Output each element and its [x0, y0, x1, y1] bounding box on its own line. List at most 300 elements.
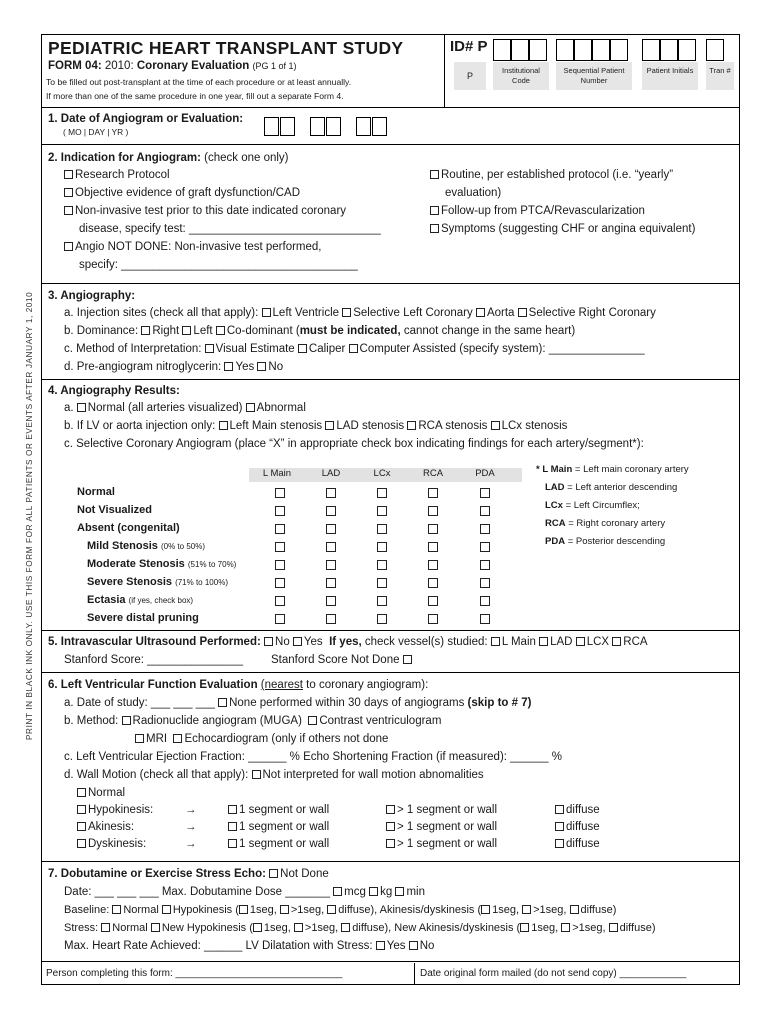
- grid-checkbox[interactable]: [326, 524, 336, 534]
- s6-nearest: (nearest: [260, 679, 303, 691]
- opt-label: None performed within 30 days of angiograms: [229, 697, 465, 709]
- legend-abbr: PDA: [545, 536, 566, 547]
- s4-b-label: b. If LV or aorta injection only:: [64, 420, 216, 432]
- opt-label: Echocardiogram (only if others not done: [184, 733, 389, 745]
- checkbox[interactable]: [252, 770, 261, 779]
- opt-label: diffuse: [566, 821, 600, 833]
- s6-c[interactable]: c. Left Ventricular Ejection Fraction: ______ % Echo Shortening Fraction (if measured): ______ %: [64, 751, 562, 763]
- opt-label: No: [275, 636, 290, 648]
- section-7: [42, 862, 739, 962]
- opt-label: diffuse), New Akinesis/dyskinesis (: [352, 922, 521, 934]
- grid-checkbox[interactable]: [275, 506, 285, 516]
- s3-d: [64, 361, 283, 373]
- checkbox[interactable]: [122, 716, 131, 725]
- id-sub-tran: Tran #: [706, 62, 734, 90]
- opt-label: Left Main stenosis: [229, 420, 323, 432]
- row-label-note: (71% to 100%): [175, 578, 228, 587]
- s6-diffuse[interactable]: [555, 804, 600, 816]
- legend-abbr: RCA: [545, 518, 566, 529]
- form-sheet: [41, 34, 740, 985]
- grid-checkbox[interactable]: [428, 614, 438, 624]
- checkbox[interactable]: [294, 923, 303, 932]
- checkbox[interactable]: [64, 170, 73, 179]
- checkbox[interactable]: [101, 923, 110, 932]
- id-box-init-2[interactable]: [660, 39, 678, 61]
- s6-wm-row[interactable]: [77, 838, 146, 850]
- legend-desc: = Posterior descending: [565, 536, 666, 547]
- opt-label: kg: [380, 886, 393, 898]
- grid-checkbox[interactable]: [428, 524, 438, 534]
- checkbox[interactable]: [555, 805, 564, 814]
- s2-opt-ptca[interactable]: [430, 205, 645, 217]
- row-label-text: Moderate Stenosis: [87, 558, 185, 570]
- checkbox[interactable]: [520, 923, 529, 932]
- s7-heading: [48, 868, 329, 880]
- checkbox[interactable]: [325, 421, 334, 430]
- opt-label: diffuse): [580, 904, 617, 916]
- opt-label: LCx stenosis: [501, 420, 568, 432]
- form-note-1: To be filled out post-transplant at the time of each procedure or at least annually.: [46, 77, 352, 87]
- id-sub-initials: Patient Initials: [642, 62, 698, 90]
- s3-d-label: d. Pre-angiogram nitroglycerin:: [64, 361, 222, 373]
- checkbox[interactable]: [64, 188, 73, 197]
- opt-label: 1seg,: [249, 904, 277, 916]
- col-lmain: L Main: [262, 468, 292, 479]
- grid-checkbox[interactable]: [480, 596, 490, 606]
- opt-label: 1 segment or wall: [239, 821, 330, 833]
- checkbox[interactable]: [555, 839, 564, 848]
- checkbox[interactable]: [522, 905, 531, 914]
- grid-checkbox[interactable]: [428, 560, 438, 570]
- checkbox[interactable]: [246, 403, 255, 412]
- s7-stress: [64, 922, 655, 934]
- s2-opt-noninvasive[interactable]: [64, 205, 346, 217]
- checkbox[interactable]: [218, 698, 227, 707]
- grid-checkbox[interactable]: [428, 542, 438, 552]
- s2-opt-label: Angio NOT DONE: Non-invasive test performed,: [75, 241, 322, 253]
- legend-desc: = Right coronary artery: [565, 518, 666, 529]
- checkbox[interactable]: [518, 308, 527, 317]
- grid-row-label: [87, 576, 228, 588]
- form-header: [42, 35, 739, 108]
- grid-checkbox[interactable]: [275, 596, 285, 606]
- checkbox[interactable]: [349, 344, 358, 353]
- grid-checkbox[interactable]: [326, 506, 336, 516]
- row-label-note: (0% to 50%): [160, 542, 205, 551]
- checkbox[interactable]: [293, 637, 302, 646]
- legend-desc: = Left Circumflex;: [562, 500, 640, 511]
- s5-ifyes-post: check vessel(s) studied:: [361, 636, 488, 648]
- checkbox[interactable]: [280, 905, 289, 914]
- s1-month-2[interactable]: [280, 117, 295, 136]
- grid-checkbox[interactable]: [480, 614, 490, 624]
- s2-opt-symptoms[interactable]: [430, 223, 695, 235]
- checkbox[interactable]: [430, 224, 439, 233]
- grid-row-label: [87, 612, 199, 624]
- legend-desc: = Left main coronary artery: [572, 464, 689, 475]
- opt-label: Abnormal: [256, 402, 306, 414]
- grid-checkbox[interactable]: [377, 614, 387, 624]
- row-label-text: Severe distal pruning: [87, 612, 199, 624]
- grid-checkbox[interactable]: [326, 578, 336, 588]
- checkbox[interactable]: [407, 421, 416, 430]
- opt-label: diffuse): [619, 922, 656, 934]
- opt-label: RCA: [623, 636, 648, 648]
- id-box-init-1[interactable]: [642, 39, 660, 61]
- checkbox[interactable]: [228, 822, 237, 831]
- grid-row-label: [77, 522, 180, 534]
- s1-year-1[interactable]: [356, 117, 371, 136]
- opt-label: diffuse), Akinesis/dyskinesis (: [338, 904, 482, 916]
- s5-label: 5. Intravascular Ultrasound Performed:: [48, 636, 261, 648]
- s7-baseline: [64, 904, 616, 916]
- s1-date-format: ( MO | DAY | YR ): [63, 127, 129, 137]
- opt-label: Not Done: [280, 868, 329, 880]
- s6-heading: [48, 679, 428, 691]
- grid-checkbox[interactable]: [275, 578, 285, 588]
- opt-label: >1seg,: [304, 922, 339, 934]
- s4-a: [64, 402, 306, 414]
- section-3: [42, 284, 739, 380]
- checkbox[interactable]: [539, 637, 548, 646]
- grid-checkbox[interactable]: [480, 506, 490, 516]
- s1-month-1[interactable]: [264, 117, 279, 136]
- grid-checkbox[interactable]: [275, 560, 285, 570]
- checkbox[interactable]: [376, 941, 385, 950]
- grid-row-label: [77, 486, 115, 498]
- grid-checkbox[interactable]: [275, 542, 285, 552]
- checkbox[interactable]: [135, 734, 144, 743]
- grid-checkbox[interactable]: [326, 560, 336, 570]
- s6-diffuse[interactable]: [555, 821, 600, 833]
- checkbox[interactable]: [264, 637, 273, 646]
- s6-seg1[interactable]: [228, 821, 329, 833]
- grid-checkbox[interactable]: [428, 578, 438, 588]
- checkbox[interactable]: [77, 788, 86, 797]
- grid-checkbox[interactable]: [428, 596, 438, 606]
- checkbox[interactable]: [327, 905, 336, 914]
- col-lcx: LCx: [373, 468, 391, 479]
- opt-label: Hypokinesis (: [172, 904, 239, 916]
- id-sub-p: P: [454, 62, 486, 90]
- row-label-note: (if yes, check box): [128, 596, 194, 605]
- grid-checkbox[interactable]: [275, 524, 285, 534]
- row-label-text: Severe Stenosis: [87, 576, 172, 588]
- checkbox[interactable]: [224, 362, 233, 371]
- grid-checkbox[interactable]: [480, 578, 490, 588]
- checkbox[interactable]: [612, 637, 621, 646]
- form-number: FORM 04:: [48, 60, 102, 72]
- checkbox[interactable]: [77, 403, 86, 412]
- opt-label: Stanford Score Not Done: [271, 654, 400, 666]
- grid-checkbox[interactable]: [480, 542, 490, 552]
- s2-opt-routine[interactable]: [430, 169, 673, 181]
- grid-checkbox[interactable]: [377, 542, 387, 552]
- s7-hr: [64, 940, 434, 952]
- opt-label: No: [268, 361, 284, 373]
- checkbox[interactable]: [228, 839, 237, 848]
- opt-label: > 1 segment or wall: [397, 838, 498, 850]
- checkbox[interactable]: [262, 308, 271, 317]
- legend-item: [545, 482, 677, 493]
- opt-label: Normal (all arteries visualized): [87, 402, 243, 414]
- section-5: [42, 631, 739, 673]
- opt-label: 1seg,: [492, 904, 520, 916]
- opt-label: Right: [152, 325, 180, 337]
- opt-label: Computer Assisted (specify system): _______________: [359, 343, 645, 355]
- col-rca: RCA: [422, 468, 444, 479]
- checkbox[interactable]: [182, 326, 191, 335]
- s2-label: 2. Indication for Angiogram:: [48, 152, 201, 164]
- grid-checkbox[interactable]: [377, 596, 387, 606]
- checkbox[interactable]: [228, 805, 237, 814]
- s2-opt-notdone[interactable]: [64, 241, 322, 253]
- s7-hr-label: Max. Heart Rate Achieved: ______ LV Dilatation with Stress:: [64, 940, 373, 952]
- checkbox[interactable]: [342, 308, 351, 317]
- s1-day-2[interactable]: [326, 117, 341, 136]
- id-box-inst-2[interactable]: [511, 39, 529, 61]
- checkbox[interactable]: [476, 308, 485, 317]
- opt-label: LAD stenosis: [336, 420, 405, 432]
- opt-label: Yes: [235, 361, 255, 373]
- legend-item: [545, 518, 665, 529]
- checkbox[interactable]: [386, 839, 395, 848]
- s1-year-2[interactable]: [372, 117, 387, 136]
- checkbox[interactable]: [333, 887, 342, 896]
- checkbox[interactable]: [151, 923, 160, 932]
- s2-opt-graft[interactable]: [64, 187, 300, 199]
- s5-stanford[interactable]: Stanford Score: _______________: [64, 654, 244, 666]
- checkbox[interactable]: [77, 805, 86, 814]
- legend-item: [545, 500, 640, 511]
- checkbox[interactable]: [257, 362, 266, 371]
- s5-notdone[interactable]: [271, 654, 414, 666]
- checkbox[interactable]: [64, 206, 73, 215]
- checkbox[interactable]: [570, 905, 579, 914]
- grid-checkbox[interactable]: [377, 506, 387, 516]
- s6-seg2[interactable]: [386, 821, 497, 833]
- grid-checkbox[interactable]: [326, 614, 336, 624]
- opt-label: 1seg,: [531, 922, 559, 934]
- grid-checkbox[interactable]: [326, 542, 336, 552]
- s6-normal[interactable]: [77, 787, 125, 799]
- s6-seg1[interactable]: [228, 838, 329, 850]
- checkbox[interactable]: [561, 923, 570, 932]
- checkbox[interactable]: [219, 421, 228, 430]
- s6-seg2[interactable]: [386, 804, 497, 816]
- s7-stress-label: Stress:: [64, 922, 99, 934]
- checkbox[interactable]: [386, 805, 395, 814]
- grid-checkbox[interactable]: [428, 488, 438, 498]
- grid-checkbox[interactable]: [377, 488, 387, 498]
- s1-label: 1. Date of Angiogram or Evaluation:: [48, 113, 244, 125]
- checkbox[interactable]: [395, 887, 404, 896]
- s6-seg2[interactable]: [386, 838, 497, 850]
- s3-b: [64, 325, 575, 337]
- grid-checkbox[interactable]: [326, 596, 336, 606]
- id-sub-inst: Institutional Code: [493, 62, 549, 90]
- grid-row-label: [87, 540, 205, 552]
- s2-opt-label: Research Protocol: [75, 169, 170, 181]
- id-box-seq-2[interactable]: [574, 39, 592, 61]
- checkbox[interactable]: [555, 822, 564, 831]
- footer-divider: [414, 963, 415, 985]
- arrow-icon: →: [185, 804, 197, 816]
- checkbox[interactable]: [216, 326, 225, 335]
- checkbox[interactable]: [386, 822, 395, 831]
- checkbox[interactable]: [141, 326, 150, 335]
- s6-seg1[interactable]: [228, 804, 329, 816]
- s4-a-label: a.: [64, 402, 74, 414]
- grid-row-label: [87, 558, 236, 570]
- opt-label: > 1 segment or wall: [397, 821, 498, 833]
- checkbox[interactable]: [369, 887, 378, 896]
- checkbox[interactable]: [205, 344, 214, 353]
- s7-date: [64, 886, 425, 898]
- checkbox[interactable]: [481, 905, 490, 914]
- s6-skip: (skip to # 7): [464, 697, 532, 709]
- form-note-2: If more than one of the same procedure in one year, fill out a separate Form 4.: [46, 91, 344, 101]
- checkbox[interactable]: [253, 923, 262, 932]
- opt-label: Normal: [112, 922, 148, 934]
- s2-opt-label: Non-invasive test prior to this date indicated coronary: [75, 205, 347, 217]
- form-year: 2010:: [104, 60, 134, 72]
- s4-c: c. Selective Coronary Angiogram (place “X” in appropriate check box indicating findings for each artery/segment*):: [64, 438, 644, 450]
- s4-label: 4. Angiography Results:: [48, 385, 180, 397]
- checkbox[interactable]: [173, 734, 182, 743]
- opt-label: LAD: [550, 636, 573, 648]
- opt-label: Co-dominant (: [226, 325, 300, 337]
- s6-a-label: a. Date of study: ___ ___ ___: [64, 697, 215, 709]
- grid-checkbox[interactable]: [377, 578, 387, 588]
- checkbox[interactable]: [609, 923, 618, 932]
- form-subtitle: [48, 60, 297, 72]
- id-box-inst-1[interactable]: [493, 39, 511, 61]
- checkbox[interactable]: [409, 941, 418, 950]
- opt-label: min: [406, 886, 425, 898]
- checkbox[interactable]: [298, 344, 307, 353]
- s2-specify[interactable]: specify: _____________________________________: [79, 259, 358, 271]
- grid-checkbox[interactable]: [480, 488, 490, 498]
- s2-opt-research[interactable]: [64, 169, 170, 181]
- s2-opt-label: Symptoms (suggesting CHF or angina equivalent): [441, 223, 696, 235]
- grid-checkbox[interactable]: [377, 524, 387, 534]
- grid-checkbox[interactable]: [326, 488, 336, 498]
- opt-label: LCX: [586, 636, 610, 648]
- s6-label-post: to coronary angiogram):: [302, 679, 429, 691]
- grid-checkbox[interactable]: [480, 524, 490, 534]
- id-box-seq-1[interactable]: [556, 39, 574, 61]
- study-title: PEDIATRIC HEART TRANSPLANT STUDY: [48, 38, 404, 58]
- checkbox[interactable]: [403, 655, 412, 664]
- row-label-text: Ectasia: [87, 594, 126, 606]
- grid-checkbox[interactable]: [377, 560, 387, 570]
- opt-label: 1 segment or wall: [239, 838, 330, 850]
- s6-b2: [135, 733, 388, 745]
- grid-checkbox[interactable]: [275, 488, 285, 498]
- opt-label: mcg: [344, 886, 366, 898]
- opt-label: Dyskinesis:: [88, 838, 147, 850]
- s6-wm-row[interactable]: [77, 821, 134, 833]
- s6-diffuse[interactable]: [555, 838, 600, 850]
- checkbox[interactable]: [576, 637, 585, 646]
- s2-hint: (check one only): [204, 152, 289, 164]
- form-name: Coronary Evaluation: [136, 60, 250, 72]
- footer-mailed[interactable]: Date original form mailed (do not send copy) ____________: [420, 968, 687, 979]
- checkbox[interactable]: [491, 637, 500, 646]
- s4-b: [64, 420, 567, 432]
- checkbox[interactable]: [430, 206, 439, 215]
- checkbox[interactable]: [269, 869, 278, 878]
- s2-specify-test[interactable]: disease, specify test: ______________________________: [79, 223, 381, 235]
- opt-label: > 1 segment or wall: [397, 804, 498, 816]
- header-left: [42, 35, 445, 107]
- grid-checkbox[interactable]: [275, 614, 285, 624]
- opt-label: 1seg,: [263, 922, 291, 934]
- opt-label: MRI: [146, 733, 168, 745]
- opt-label: Not interpreted for wall motion abnomalities: [262, 769, 484, 781]
- opt-label: Visual Estimate: [215, 343, 295, 355]
- checkbox[interactable]: [239, 905, 248, 914]
- s3-c: [64, 343, 645, 355]
- legend-item: [536, 464, 689, 475]
- id-label: ID# P: [450, 38, 488, 55]
- checkbox[interactable]: [491, 421, 500, 430]
- s1-day-1[interactable]: [310, 117, 325, 136]
- opt-label: >1seg,: [290, 904, 325, 916]
- id-sub-seq: Sequential Patient Number: [556, 62, 632, 90]
- id-box-tran[interactable]: [706, 39, 724, 61]
- s6-a: [64, 697, 531, 709]
- s6-wm-row[interactable]: [77, 804, 153, 816]
- opt-label: Hypokinesis:: [88, 804, 154, 816]
- opt-label: Radionuclide angiogram (MUGA): [132, 715, 302, 727]
- opt-label: Yes: [386, 940, 406, 952]
- row-label-text: Mild Stenosis: [87, 540, 158, 552]
- opt-label: >1seg,: [533, 904, 567, 916]
- checkbox[interactable]: [64, 242, 73, 251]
- id-box-inst-3[interactable]: [529, 39, 547, 61]
- opt-label: Contrast ventriculogram: [319, 715, 442, 727]
- opt-label: Normal: [88, 787, 126, 799]
- s3-label: 3. Angiography:: [48, 290, 136, 302]
- section-2: [42, 145, 739, 284]
- row-label-text: Normal: [77, 486, 115, 498]
- id-box-seq-3[interactable]: [592, 39, 610, 61]
- id-box-init-3[interactable]: [678, 39, 696, 61]
- legend-item: [545, 536, 665, 547]
- opt-label: Selective Left Coronary: [353, 307, 473, 319]
- s6-b: [64, 715, 441, 727]
- checkbox[interactable]: [77, 822, 86, 831]
- checkbox[interactable]: [162, 905, 171, 914]
- checkbox[interactable]: [341, 923, 350, 932]
- arrow-icon: →: [185, 838, 197, 850]
- footer-person[interactable]: Person completing this form: ______________________________: [46, 968, 343, 979]
- grid-checkbox[interactable]: [428, 506, 438, 516]
- opt-label: New Hypokinesis (: [161, 922, 253, 934]
- checkbox[interactable]: [77, 839, 86, 848]
- grid-checkbox[interactable]: [480, 560, 490, 570]
- checkbox[interactable]: [308, 716, 317, 725]
- opt-label: Selective Right Coronary: [528, 307, 656, 319]
- col-pda: PDA: [475, 468, 495, 479]
- id-box-seq-4[interactable]: [610, 39, 628, 61]
- form-page: (PG 1 of 1): [252, 61, 297, 71]
- opt-label: No: [419, 940, 435, 952]
- checkbox[interactable]: [112, 905, 121, 914]
- checkbox[interactable]: [430, 170, 439, 179]
